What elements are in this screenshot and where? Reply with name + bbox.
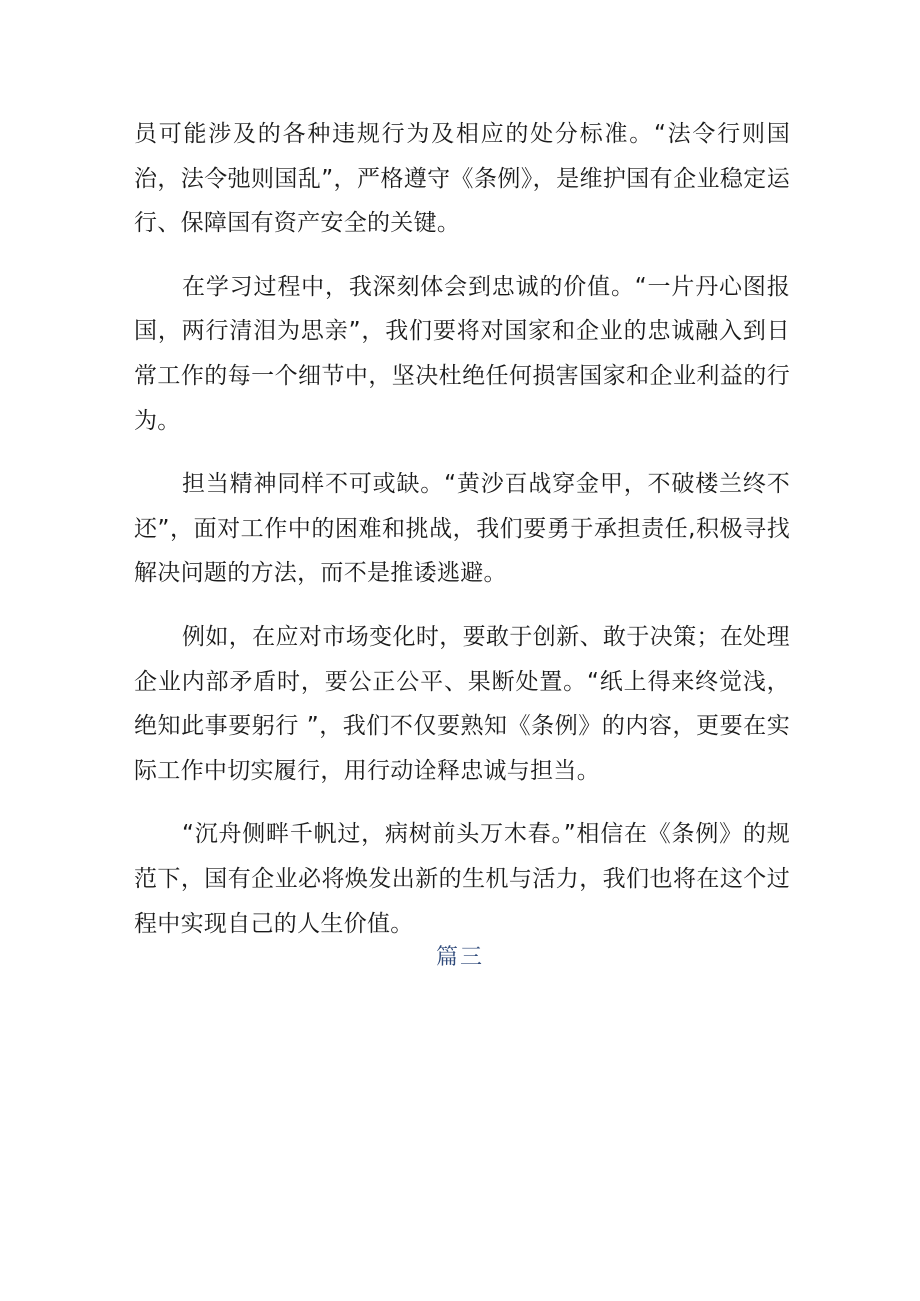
section-heading: 篇三 (435, 945, 484, 970)
paragraph-continuation: 员可能涉及的各种违规行为及相应的处分标准。“法令行则国治，法令弛则国乱”，严格遵守《条例》，是维护国有企业稳定运行、保障国有资产安全的关键。 (134, 121, 790, 237)
paragraph-loyalty: 在学习过程中，我深刻体会到忠诚的价值。“一片丹心图报国，两行清泪为思亲”，我们要将对国家和企业的忠诚融入到日常工作的每一个细节中，坚决杜绝任何损害国家和企业利益的行为。 (134, 273, 790, 434)
paragraph-conclusion: “沉舟侧畔千帆过，病树前头万木春。”相信在《条例》的规范下，国有企业必将焕发出新的生机与活力，我们也将在这个过程中实现自己的人生价值。 (134, 821, 790, 937)
paragraph-responsibility: 担当精神同样不可或缺。“黄沙百战穿金甲，不破楼兰终不还”，面对工作中的困难和挑战，我们要勇于承担责任,积极寻找解决问题的方法，而不是推诿逃避。 (134, 471, 790, 587)
paragraph-example: 例如，在应对市场变化时，要敢于创新、敢于决策；在处理企业内部矛盾时，要公正公平、果断处置。“纸上得来终觉浅，绝知此事要躬行 ”，我们不仅要熟知《条例》的内容，更要在实际工作中切实履行，用行动诠释忠诚与担当。 (134, 623, 790, 784)
document-body (134, 112, 790, 965)
